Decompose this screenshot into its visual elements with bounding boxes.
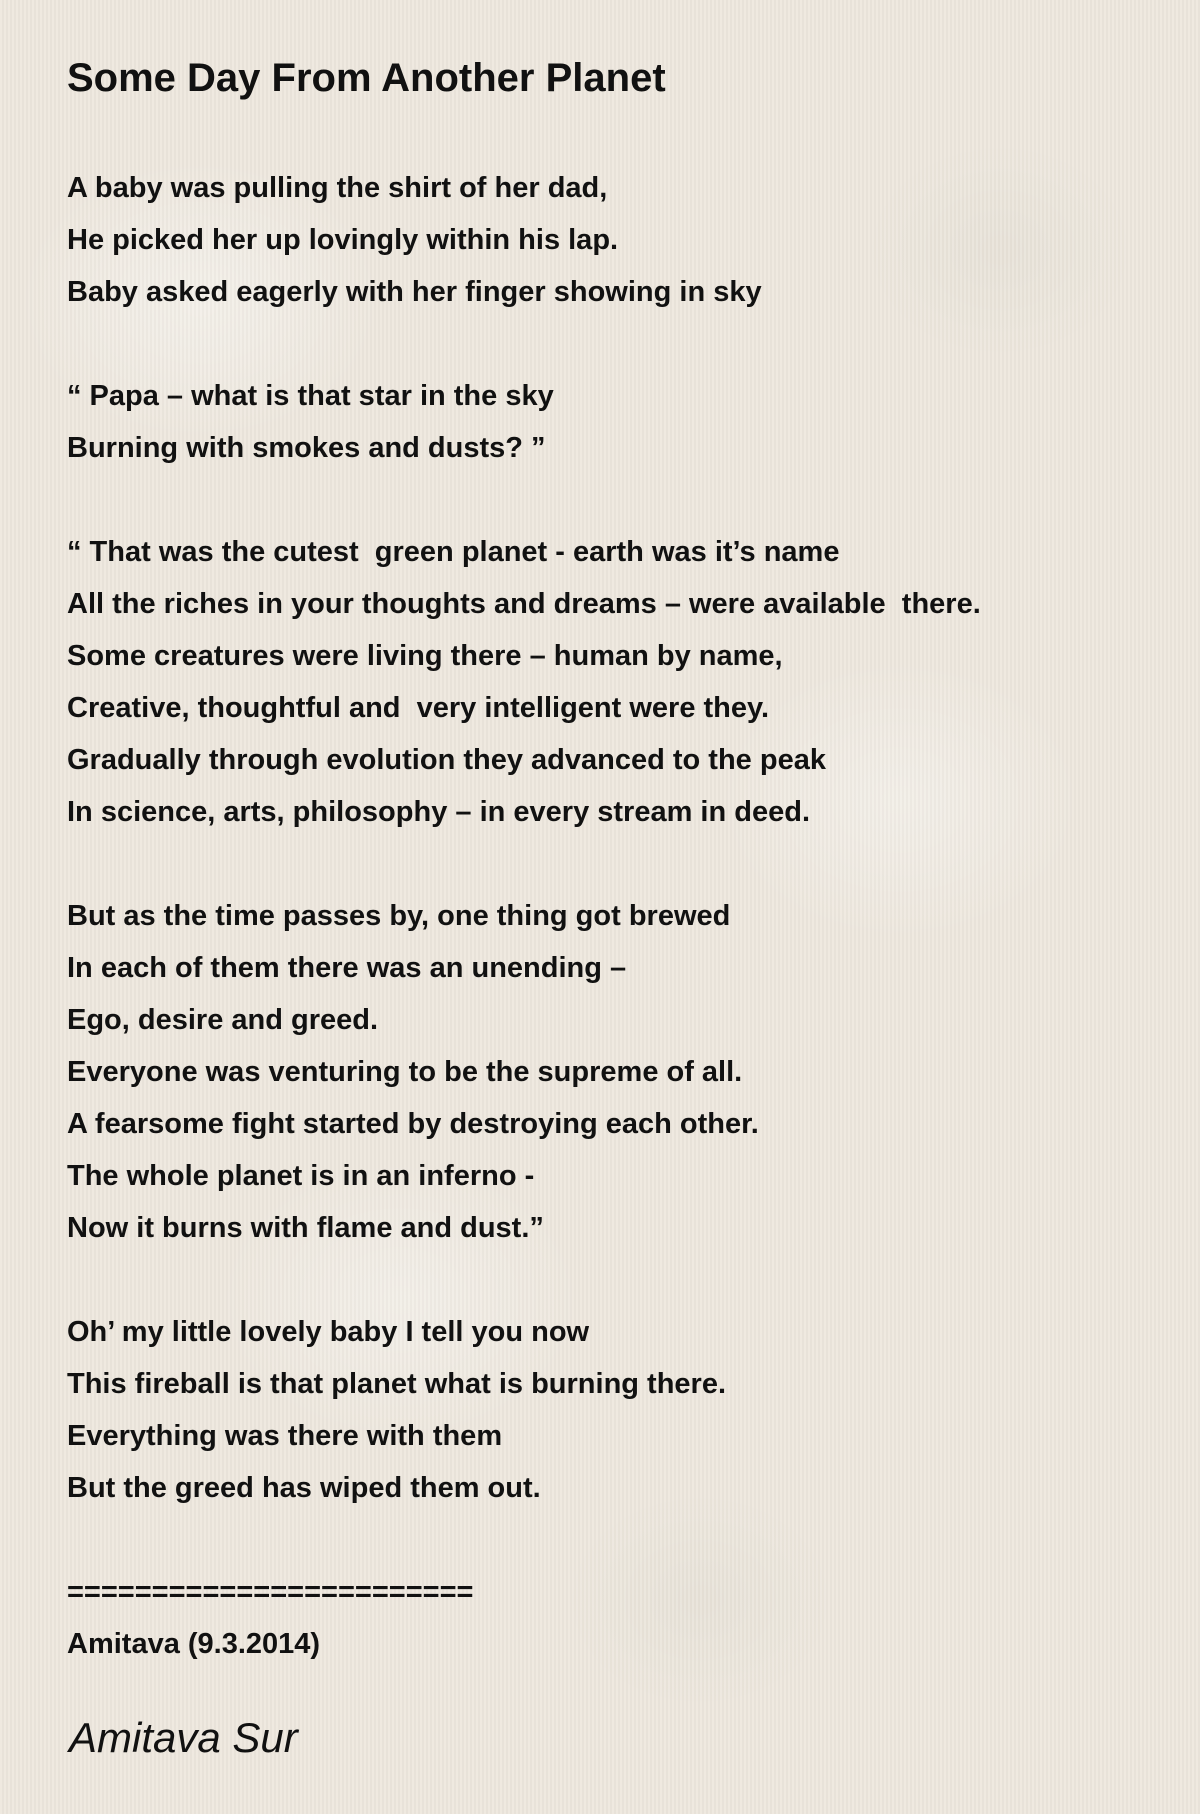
- poem-line: Creative, thoughtful and very intelligent were they.: [67, 692, 770, 724]
- poem-line: “ Papa – what is that star in the sky: [67, 380, 554, 412]
- stanza-5: [67, 1306, 1147, 1514]
- poem-page: [67, 48, 1147, 1670]
- poem-line: Burning with smokes and dusts? ”: [67, 432, 546, 464]
- stanza-6: [67, 1566, 1147, 1670]
- separator-line: ========================: [67, 1576, 474, 1608]
- poem-body: [67, 162, 1147, 1670]
- poem-line: A baby was pulling the shirt of her dad,: [67, 172, 608, 204]
- poem-line: The whole planet is in an inferno -: [67, 1160, 535, 1192]
- poem-line: This fireball is that planet what is burning there.: [67, 1368, 727, 1400]
- poem-line: A fearsome fight started by destroying each other.: [67, 1108, 759, 1140]
- poem-line: He picked her up lovingly within his lap.: [67, 224, 619, 256]
- poem-line: Some creatures were living there – human by name,: [67, 640, 783, 672]
- poem-line: All the riches in your thoughts and dreams – were available there.: [67, 588, 981, 620]
- stanza-2: [67, 370, 1147, 474]
- poem-line: But as the time passes by, one thing got brewed: [67, 900, 731, 932]
- poem-dateline: Amitava (9.3.2014): [67, 1628, 321, 1660]
- poem-line: Gradually through evolution they advanced to the peak: [67, 744, 826, 776]
- poem-line: Oh’ my little lovely baby I tell you now: [67, 1316, 590, 1348]
- poem-line: Everyone was venturing to be the supreme of all.: [67, 1056, 743, 1088]
- poem-line: Ego, desire and greed.: [67, 1004, 379, 1036]
- poem-title: Some Day From Another Planet: [67, 56, 666, 100]
- stanza-4: [67, 890, 1147, 1254]
- poem-line: Baby asked eagerly with her finger showing in sky: [67, 276, 762, 308]
- poem-line: In science, arts, philosophy – in every stream in deed.: [67, 796, 810, 828]
- poem-line: In each of them there was an unending –: [67, 952, 627, 984]
- author-signature: Amitava Sur: [69, 1714, 298, 1761]
- stanza-3: [67, 526, 1147, 838]
- stanza-1: [67, 162, 1147, 318]
- poem-line: Everything was there with them: [67, 1420, 503, 1452]
- poem-line: But the greed has wiped them out.: [67, 1472, 541, 1504]
- poem-line: “ That was the cutest green planet - earth was it’s name: [67, 536, 840, 568]
- poem-line: Now it burns with flame and dust.”: [67, 1212, 544, 1244]
